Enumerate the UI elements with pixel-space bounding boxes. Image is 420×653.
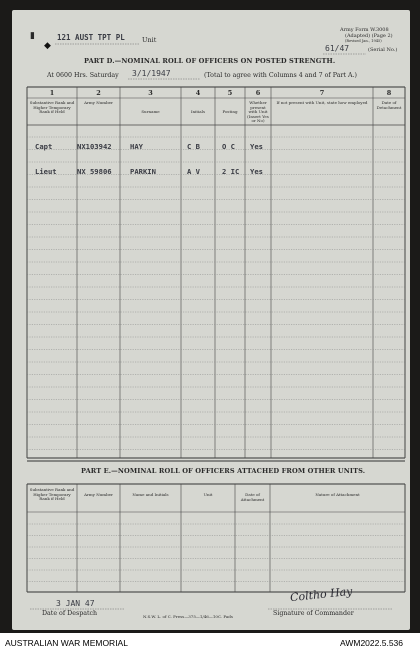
cell-present: Yes bbox=[250, 142, 263, 151]
column-number: 8 bbox=[386, 89, 392, 97]
binder-mark: ▮ bbox=[30, 31, 35, 41]
cell-surname: HAY bbox=[130, 142, 143, 151]
form-revised: (Revised Jan., 1945) bbox=[345, 39, 382, 43]
unit-label: Unit bbox=[142, 36, 157, 44]
cell-present: Yes bbox=[250, 167, 263, 176]
cell-rank: Capt bbox=[35, 142, 53, 151]
column-header: Initials bbox=[190, 109, 206, 114]
column-header: Date of Detachment bbox=[376, 100, 402, 110]
signature: Coltho Hay bbox=[289, 584, 354, 605]
serial-label: (Serial No.) bbox=[368, 47, 398, 53]
part-e-title: PART E.—NOMINAL ROLL OF OFFICERS ATTACHED FROM OTHER UNITS. bbox=[81, 467, 366, 475]
signature-label: Signature of Commander bbox=[273, 610, 354, 617]
column-number: 7 bbox=[319, 89, 325, 97]
column-header: Unit bbox=[203, 492, 213, 497]
column-header: Date of Attachment bbox=[240, 492, 265, 502]
column-header: Surname bbox=[141, 109, 160, 114]
printer-note: N.S.W. L. of C. Press—375—1/46—10C. Pads bbox=[143, 614, 233, 619]
form-name: Army Form W.3008 bbox=[340, 27, 389, 33]
cell-posting: O C bbox=[222, 142, 235, 151]
column-header: Name and Initials bbox=[132, 492, 169, 497]
cell-number: NX103942 bbox=[77, 142, 112, 151]
column-number: 6 bbox=[255, 89, 261, 97]
column-number: 3 bbox=[148, 89, 153, 97]
serial-value: 61/47 bbox=[325, 44, 350, 53]
column-number: 2 bbox=[96, 89, 101, 97]
column-header: If not present with Unit, state how employed bbox=[276, 100, 368, 105]
column-number: 5 bbox=[227, 89, 233, 97]
cell-initials: A V bbox=[187, 167, 200, 176]
part-d-title: PART D.—NOMINAL ROLL OF OFFICERS ON POSTED STRENGTH. bbox=[84, 57, 336, 65]
cell-initials: C B bbox=[187, 142, 200, 151]
part-d-note: (Total to agree with Columns 4 and 7 of Part A.) bbox=[204, 72, 357, 79]
column-header: Whether present with Unit (Insert Yes or No) bbox=[247, 100, 269, 124]
cell-number: NX 59806 bbox=[77, 167, 112, 176]
footer-left: AUSTRALIAN WAR MEMORIAL bbox=[5, 638, 128, 648]
cell-surname: PARKIN bbox=[130, 167, 156, 176]
column-header: Substantive Rank and Higher Temporary Rank if Held bbox=[29, 487, 75, 502]
at-line: At 0600 Hrs. Saturday bbox=[47, 72, 119, 79]
column-header: Army Number bbox=[84, 492, 113, 497]
column-header: Posting bbox=[222, 109, 238, 114]
column-number: 4 bbox=[195, 89, 201, 97]
column-header: Substantive Rank and Higher Temporary Rank if Held bbox=[29, 100, 75, 115]
column-number: 1 bbox=[49, 89, 55, 97]
binder-arrow: ◆ bbox=[44, 41, 51, 51]
despatch-date-value: 3 JAN 47 bbox=[56, 599, 95, 608]
archive-footer bbox=[0, 633, 420, 653]
footer-right: AWM2022.5.536 bbox=[340, 638, 403, 648]
unit-value: 121 AUST TPT PL bbox=[57, 33, 125, 42]
column-header: Nature of Attachment bbox=[315, 492, 360, 497]
date-value: 3/1/1947 bbox=[132, 69, 171, 78]
cell-posting: 2 IC bbox=[222, 167, 240, 176]
form-adapted: (Adapted) (Page 2) bbox=[345, 33, 393, 39]
cell-rank: Lieut bbox=[35, 167, 57, 176]
column-header: Army Number bbox=[84, 100, 113, 105]
despatch-date-label: Date of Despatch bbox=[42, 610, 98, 617]
